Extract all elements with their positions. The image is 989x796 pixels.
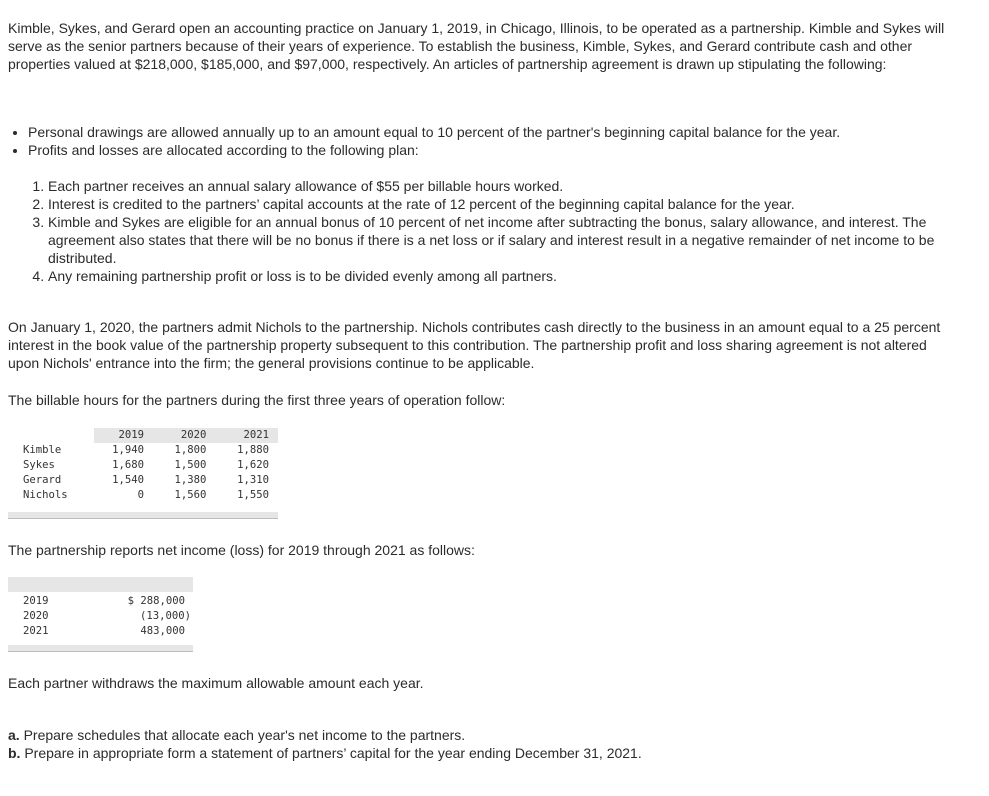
table-row — [8, 443, 278, 458]
plan-item-salary: 1. Each partner receives an annual salary allowance of $55 per billable hours worked. — [48, 177, 989, 195]
hours-year-header: 2019 — [94, 428, 144, 443]
hours-value: 1,680 — [112, 459, 144, 471]
table-bottom-rule — [8, 645, 193, 652]
hours-intro: The billable hours for the partners during the first three years of operation follow: — [8, 392, 506, 408]
income-amount: (13,000) — [139, 610, 191, 622]
hours-value: 1,550 — [237, 489, 269, 501]
hours-value: 1,540 — [112, 474, 144, 486]
partner-name: Gerard — [23, 474, 62, 486]
plan-item-remaining: 4. Any remaining partnership profit or loss is to be divided evenly among all partners. — [48, 267, 989, 285]
table-row — [8, 594, 193, 609]
intro-paragraph: Kimble, Sykes, and Gerard open an accounting practice on January 1, 2019, in Chicago, Illinois, to be operated as a partnership. Kimble and Sykes will serve as the senior partners because of their years of experience. To establish the business, Kimble, Sykes, and Gerard contribute cash and other properties valued at $218,000, $185,000, and $97,000, respectively. An articles of partnership agreement is drawn up stipulating the following: — [8, 20, 945, 72]
nichols-paragraph: On January 1, 2020, the partners admit Nichols to the partnership. Nichols contributes cash directly to the business in an amount equal to a 25 percent interest in the book value of the partnership property subsequent to this contribution. The partnership profit and loss sharing agreement is not altered upon Nichols' entrance into the firm; the general provisions continue to be applicable. — [8, 319, 941, 371]
hours-value: 1,310 — [237, 474, 269, 486]
task-text: Prepare in appropriate form a statement of partners’ capital for the year ending December 31, 2021. — [24, 745, 642, 761]
hours-value: 1,620 — [237, 459, 269, 471]
income-amount: 483,000 — [140, 625, 185, 637]
income-amount: $ 288,000 — [127, 595, 185, 607]
partner-name: Sykes — [23, 459, 55, 471]
table-row — [8, 488, 278, 503]
profit-plan-list — [8, 177, 989, 285]
bullet-profit-plan: • Profits and losses are allocated according to the following plan: — [28, 141, 988, 159]
income-year: 2019 — [23, 595, 49, 607]
income-year: 2021 — [23, 625, 49, 637]
task-label: b. — [8, 745, 21, 761]
income-year: 2020 — [23, 610, 49, 622]
hours-value: 1,800 — [174, 444, 207, 456]
hours-year-header: 2021 — [206, 428, 278, 443]
plan-item-interest: 2. Interest is credited to the partners’ capital accounts at the rate of 12 percent of the beginning capital balance for the year. — [48, 195, 989, 213]
billable-hours-table — [8, 428, 278, 519]
task-text: Prepare schedules that allocate each year's net income to the partners. — [23, 727, 466, 743]
hours-value: 1,940 — [112, 444, 144, 456]
table-bottom-rule — [8, 512, 278, 519]
hours-value: 1,560 — [174, 489, 207, 501]
table-row — [8, 609, 193, 624]
agreement-bullets — [8, 123, 988, 159]
income-intro: The partnership reports net income (loss) for 2019 through 2021 as follows: — [8, 542, 475, 558]
task-b — [8, 744, 958, 762]
hours-value: 1,880 — [237, 444, 269, 456]
partner-name: Kimble — [23, 444, 62, 456]
plan-item-bonus: 3. Kimble and Sykes are eligible for an annual bonus of 10 percent of net income after subtracting the bonus, salary allowance, and interest. The agreement also states that there will be no bonus if there is a net loss or if salary and interest result in a negative remainder of net income to be distributed. — [48, 213, 989, 267]
table-header-bar — [8, 577, 193, 592]
task-a — [8, 726, 958, 744]
bullet-drawings: • Personal drawings are allowed annually up to an amount equal to 10 percent of the partner's beginning capital balance for the year. — [28, 123, 988, 141]
partner-name: Nichols — [23, 489, 68, 501]
hours-value: 1,380 — [174, 474, 207, 486]
table-row — [8, 458, 278, 473]
hours-value: 1,500 — [174, 459, 207, 471]
net-income-table — [8, 577, 193, 652]
table-row — [8, 473, 278, 488]
hours-value: 0 — [137, 489, 144, 501]
table-row — [8, 624, 193, 639]
task-label: a. — [8, 727, 20, 743]
withdraw-text: Each partner withdraws the maximum allowable amount each year. — [8, 675, 424, 691]
hours-year-header: 2020 — [144, 428, 206, 443]
